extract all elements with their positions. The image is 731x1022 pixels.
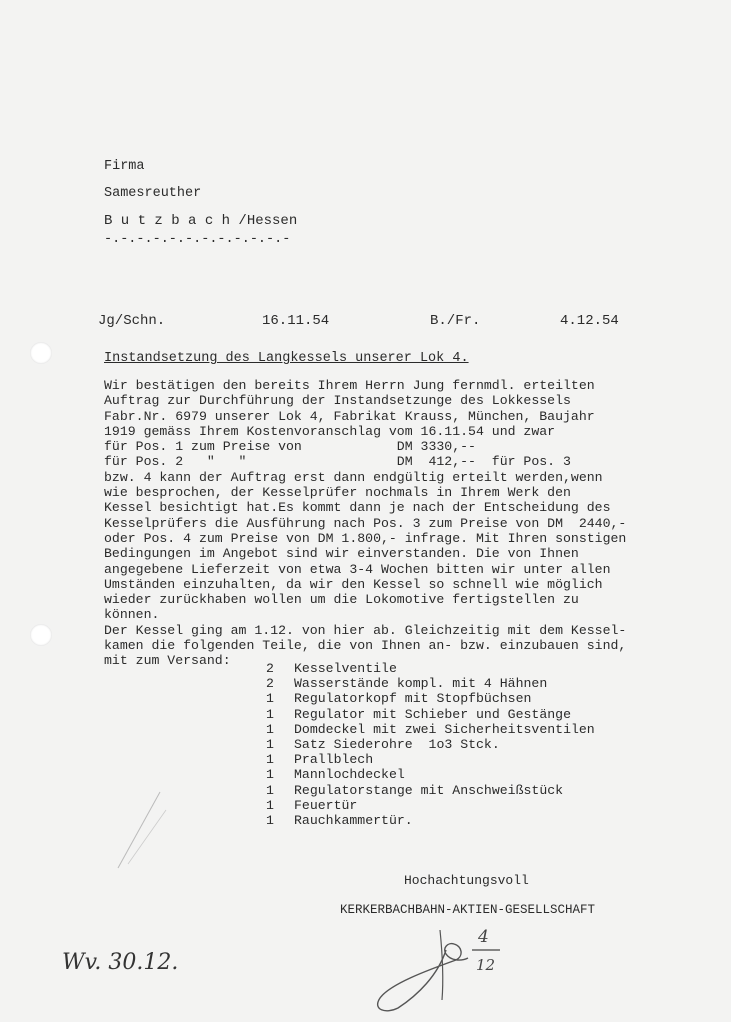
parts-list-item bbox=[266, 707, 595, 722]
our-date: 16.11.54 bbox=[262, 313, 330, 329]
closing-salutation: Hochachtungsvoll bbox=[404, 873, 529, 888]
address-line-city: B u t z b a c h /Hessen bbox=[104, 213, 298, 229]
parts-list-item bbox=[266, 722, 595, 737]
address-line-name: Samesreuther bbox=[104, 186, 202, 201]
item-description: Domdeckel mit zwei Sicherheitsventilen bbox=[294, 721, 595, 737]
body-line: Fabr.Nr. 6979 unserer Lok 4, Fabrikat Krauss, München, Baujahr bbox=[104, 408, 595, 424]
our-reference: Jg/Schn. bbox=[98, 313, 166, 329]
item-description: Satz Siederohre 1o3 Stck. bbox=[294, 737, 500, 753]
item-description: Mannlochdeckel bbox=[294, 767, 405, 783]
punch-hole-bottom bbox=[30, 624, 52, 646]
body-line: angegebene Lieferzeit von etwa 3-4 Wochen bitten wir unter allen bbox=[104, 561, 611, 577]
item-description: Feuertür bbox=[294, 797, 358, 813]
body-line: kamen die folgenden Teile, die von Ihnen an- bzw. einzubauen sind, bbox=[104, 638, 627, 654]
body-line: können. bbox=[104, 607, 160, 623]
body-line: Kesselprüfers die Ausführung nach Pos. 3 zum Preise von DM 2440,- bbox=[104, 515, 627, 531]
pencil-mark bbox=[110, 790, 170, 870]
item-description: Rauchkammertür. bbox=[294, 813, 413, 829]
company-name: KERKERBACHBAHN-AKTIEN-GESELLSCHAFT bbox=[340, 903, 596, 917]
body-line: oder Pos. 4 zum Preise von DM 1.800,- infrage. Mit Ihren sonstigen bbox=[104, 530, 627, 546]
item-quantity: 2 bbox=[266, 676, 274, 692]
item-quantity: 1 bbox=[266, 752, 274, 768]
body-line: mit zum Versand: bbox=[104, 653, 231, 669]
your-reference: B./Fr. bbox=[430, 313, 481, 329]
item-quantity: 1 bbox=[266, 706, 274, 722]
body-line: Kessel besichtigt hat.Es kommt dann je nach der Entscheidung des bbox=[104, 500, 611, 516]
parts-list-item bbox=[266, 737, 595, 752]
parts-list-item bbox=[266, 691, 595, 706]
body-line: wie besprochen, der Kesselprüfer nochmals in Ihrem Werk den bbox=[104, 485, 571, 501]
item-description: Kesselventile bbox=[294, 661, 397, 676]
body-line: Bedingungen im Angebot sind wir einverstanden. Die von Ihnen bbox=[104, 546, 579, 562]
parts-list-item bbox=[266, 783, 595, 798]
signature bbox=[368, 920, 518, 1015]
parts-list bbox=[266, 661, 595, 828]
parts-list-item bbox=[266, 813, 595, 828]
item-quantity: 1 bbox=[266, 797, 274, 813]
item-description: Regulatorstange mit Anschweißstück bbox=[294, 782, 564, 798]
letter-date: 4.12.54 bbox=[560, 313, 619, 329]
item-description: Regulator mit Schieber und Gestänge bbox=[294, 706, 571, 722]
address-underline: -.-.-.-.-.-.-.-.-.-.-.- bbox=[104, 232, 291, 247]
subject-line: Instandsetzung des Langkessels unserer Lok 4. bbox=[104, 351, 469, 366]
parts-list-item bbox=[266, 661, 595, 676]
punch-hole-top bbox=[30, 342, 52, 364]
parts-list-item bbox=[266, 676, 595, 691]
parts-list-item bbox=[266, 767, 595, 782]
letter-body bbox=[104, 378, 626, 669]
body-line: Der Kessel ging am 1.12. von hier ab. Gleichzeitig mit dem Kessel- bbox=[104, 622, 627, 638]
item-description: Prallblech bbox=[294, 752, 374, 768]
body-line: Umständen einzuhalten, da wir den Kessel so schnell wie möglich bbox=[104, 576, 603, 592]
parts-list-item bbox=[266, 752, 595, 767]
svg-text:4: 4 bbox=[478, 927, 489, 947]
item-description: Wasserstände kompl. mit 4 Hähnen bbox=[294, 676, 548, 692]
parts-list-item bbox=[266, 798, 595, 813]
svg-text:12: 12 bbox=[476, 956, 496, 974]
body-line: für Pos. 2 " " DM 412,-- für Pos. 3 bbox=[104, 454, 571, 470]
item-quantity: 1 bbox=[266, 691, 274, 707]
item-description: Regulatorkopf mit Stopfbüchsen bbox=[294, 691, 532, 707]
item-quantity: 1 bbox=[266, 767, 274, 783]
body-line: Auftrag zur Durchführung der Instandsetzunge des Lokkessels bbox=[104, 393, 571, 409]
body-line: 1919 gemäss Ihrem Kostenvoranschlag vom 16.11.54 und zwar bbox=[104, 423, 556, 439]
handwritten-note: Wv. 30.12. bbox=[62, 950, 179, 975]
item-quantity: 1 bbox=[266, 813, 274, 829]
body-line: wieder zurückhaben wollen um die Lokomotive fertigstellen zu bbox=[104, 592, 579, 608]
body-line: Wir bestätigen den bereits Ihrem Herrn Jung fernmdl. erteilten bbox=[104, 378, 595, 393]
body-line: bzw. 4 kann der Auftrag erst dann endgültig erteilt werden,wenn bbox=[104, 469, 603, 485]
item-quantity: 1 bbox=[266, 721, 274, 737]
item-quantity: 2 bbox=[266, 661, 274, 676]
body-line: für Pos. 1 zum Preise von DM 3330,-- bbox=[104, 439, 476, 455]
address-line-firma: Firma bbox=[104, 159, 145, 174]
item-quantity: 1 bbox=[266, 782, 274, 798]
item-quantity: 1 bbox=[266, 737, 274, 753]
